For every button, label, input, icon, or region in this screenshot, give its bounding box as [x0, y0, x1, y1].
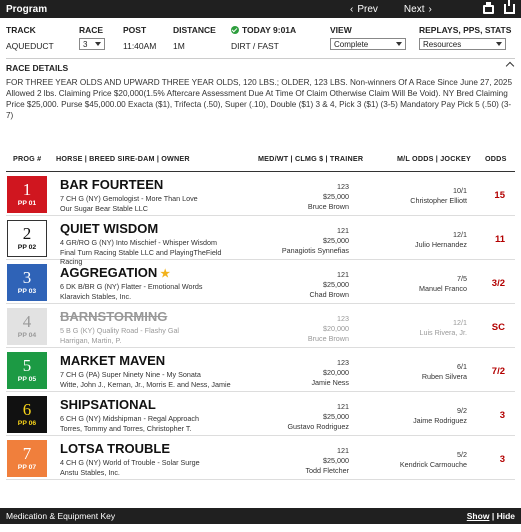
weight: 121: [337, 446, 349, 455]
resources-select-value: Resources: [423, 39, 462, 49]
view-select-value: Complete: [334, 39, 369, 49]
weight: 121: [337, 402, 349, 411]
race-details-text: FOR THREE YEAR OLDS AND UPWARD THREE YEAR OLDS, 120 LBS.; OLDER, 123 LBS. Non-winners Of A Race Since June 27, 2025 Allowed 2 lbs. Claiming Price $20,000(1.5% Aftercare Assessment Due At Time Of Claim Otherwise Claim Will Be Void). NY Bred Claiming Price $25,000. Purse $45,000.00 Exacta ($1), Trifecta (.50), Super (.10), Double ($1) 3 & 4, Pick 3 ($1) (3-5) Mandatory Pay Pick 5 (.50) (3-7): [6, 78, 513, 120]
horse-name-text: BARNSTORMING: [60, 309, 168, 324]
live-odds: 15: [494, 190, 505, 201]
chevron-down-icon: [496, 42, 502, 46]
morning-line-odds: 12/1: [453, 318, 467, 327]
entries-list: [0, 172, 521, 480]
breed-sire-dam: 7 CH G (NY) Gemologist - More Than Love: [60, 194, 198, 203]
chevron-down-icon: [95, 42, 101, 46]
program-number-badge[interactable]: [7, 176, 47, 213]
track-value: AQUEDUCT: [6, 41, 54, 51]
show-button[interactable]: Show: [466, 511, 490, 521]
trainer: Chad Brown: [309, 290, 349, 299]
jockey: Kendrick Carmouche: [399, 460, 467, 469]
today-label: TODAY 9:01A: [242, 25, 297, 35]
ml-odds-jockey: [400, 450, 467, 470]
program-number: 3: [22, 268, 32, 287]
live-odds: 3/2: [491, 278, 505, 289]
program-number: 7: [22, 444, 32, 463]
col-horse: HORSE | BREED SIRE-DAM | OWNER: [56, 154, 190, 163]
post-position: PP 04: [17, 332, 37, 339]
table-row[interactable]: [6, 260, 515, 304]
live-odds: SC: [491, 322, 505, 333]
live-odds: 3: [499, 454, 505, 465]
program-number-badge[interactable]: [7, 396, 47, 433]
post-position: PP 07: [17, 464, 37, 471]
owner: Torres, Tommy and Torres, Christopher T.: [60, 423, 192, 433]
owner: Final Turn Racing Stable LLC and PlayingTheField Racing: [60, 247, 222, 266]
ml-odds-jockey: [422, 362, 467, 382]
horse-name-text: MARKET MAVEN: [60, 353, 166, 368]
trainer: Todd Fletcher: [305, 466, 349, 475]
col-ml: M/L ODDS | JOCKEY: [397, 154, 471, 163]
medication-key-bar: [0, 508, 521, 524]
breed-sire-dam: 7 CH G (PA) Super Ninety Nine - My Sonata: [60, 370, 201, 379]
race-select-value: 3: [83, 39, 88, 49]
next-chevron-icon[interactable]: ›: [428, 3, 432, 15]
live-odds: 3: [499, 410, 505, 421]
table-row[interactable]: [6, 436, 515, 480]
table-row[interactable]: [6, 216, 515, 266]
breed-owner: [60, 458, 235, 477]
claiming-price: $20,000: [323, 368, 349, 377]
program-number-badge[interactable]: [7, 352, 47, 389]
col-prog: PROG #: [13, 154, 42, 163]
table-row[interactable]: [6, 172, 515, 216]
jockey: Ruben Silvera: [421, 372, 467, 381]
race-details-panel: [0, 59, 521, 149]
breed-sire-dam: 6 CH G (NY) Midshipman - Regal Approach: [60, 414, 200, 423]
breed-sire-dam: 4 GR/RO G (NY) Into Mischief - Whisper Wisdom: [60, 238, 217, 247]
jockey: Luis Rivera, Jr.: [419, 328, 467, 337]
table-row[interactable]: [6, 304, 515, 348]
prev-chevron-icon[interactable]: ‹: [350, 3, 354, 15]
horse-name-text: SHIPSATIONAL: [60, 397, 156, 412]
jockey: Julio Hernandez: [415, 240, 467, 249]
med-weight-trainer: [282, 226, 349, 256]
med-weight-trainer: [308, 314, 349, 344]
jockey: Manuel Franco: [419, 284, 467, 293]
program-number: 5: [22, 356, 32, 375]
horse-name[interactable]: [60, 441, 170, 456]
morning-line-odds: 5/2: [457, 450, 467, 459]
next-button[interactable]: Next: [403, 3, 425, 15]
horse-name[interactable]: [60, 353, 165, 368]
col-med: MED/WT | CLMG $ | TRAINER: [258, 154, 364, 163]
hide-button[interactable]: Hide: [496, 511, 515, 521]
horse-name-text: QUIET WISDOM: [60, 221, 159, 236]
trainer: Panagiotis Synnefias: [281, 246, 349, 255]
trainer: Gustavo Rodriguez: [287, 422, 349, 431]
med-weight-trainer: [308, 182, 349, 212]
weight: 123: [337, 182, 349, 191]
owner: Harrigan, Martin, P.: [60, 335, 122, 345]
ml-odds-jockey: [410, 186, 467, 206]
program-number-badge[interactable]: [7, 264, 47, 301]
med-weight-trainer: [311, 358, 349, 388]
post-position: PP 02: [17, 244, 37, 251]
view-select[interactable]: [330, 38, 406, 50]
post-position: PP 01: [17, 200, 37, 207]
program-number: 1: [22, 180, 32, 199]
morning-line-odds: 6/1: [457, 362, 467, 371]
post-position: PP 05: [17, 376, 37, 383]
race-filters: [0, 18, 521, 58]
view-label: VIEW: [330, 25, 352, 35]
post-position: PP 03: [17, 288, 37, 295]
jockey: Christopher Elliott: [410, 196, 467, 205]
post-label: POST: [123, 25, 147, 35]
breed-owner: [60, 282, 235, 301]
morning-line-odds: 9/2: [457, 406, 467, 415]
table-row[interactable]: [6, 348, 515, 392]
morning-line-odds: 12/1: [453, 230, 467, 239]
share-icon[interactable]: [504, 4, 515, 14]
morning-line-odds: 7/5: [457, 274, 467, 283]
owner: Anstu Stables, Inc.: [60, 467, 120, 477]
track-label: TRACK: [6, 25, 36, 35]
star-icon: ★: [160, 268, 171, 280]
jockey: Jaime Rodriguez: [413, 416, 467, 425]
show-hide-controls: [467, 511, 515, 521]
morning-line-odds: 10/1: [453, 186, 467, 195]
medication-key-label: Medication & Equipment Key: [6, 511, 116, 521]
claiming-price: $25,000: [323, 236, 349, 245]
race-label: RACE: [79, 25, 104, 35]
horse-name[interactable]: [60, 221, 158, 236]
horse-name[interactable]: [60, 177, 163, 192]
horse-name[interactable]: [60, 309, 167, 324]
weight: 121: [337, 226, 349, 235]
med-weight-trainer: [309, 270, 349, 300]
trainer: Bruce Brown: [307, 334, 349, 343]
breed-owner: [60, 414, 235, 433]
distance-value: 1M: [173, 41, 185, 51]
program-title: Program: [6, 3, 48, 15]
horse-name[interactable]: [60, 265, 170, 280]
post-value: 11:40AM: [123, 41, 157, 51]
ml-odds-jockey: [413, 406, 467, 426]
chevron-down-icon: [396, 42, 402, 46]
table-row[interactable]: [6, 392, 515, 436]
program-number-badge[interactable]: [7, 440, 47, 477]
claiming-price: $25,000: [323, 412, 349, 421]
ml-odds-jockey: [415, 230, 467, 250]
check-circle-icon: [231, 26, 239, 34]
med-weight-trainer: [305, 446, 349, 476]
program-number-badge[interactable]: [7, 308, 47, 345]
trainer: Bruce Brown: [307, 202, 349, 211]
race-nav: [350, 0, 436, 18]
horse-name-text: LOTSA TROUBLE: [60, 441, 171, 456]
race-select[interactable]: [79, 38, 105, 50]
breed-owner: [60, 194, 235, 213]
program-header-bar: [0, 0, 521, 18]
owner: Klaravich Stables, Inc.: [60, 291, 132, 301]
weight: 123: [337, 358, 349, 367]
breed-owner: [60, 370, 235, 389]
surface-value: DIRT / FAST: [231, 41, 279, 51]
col-odds: ODDS: [485, 154, 507, 163]
distance-label: DISTANCE: [173, 25, 216, 35]
ml-odds-jockey: [419, 274, 467, 294]
weight: 121: [337, 270, 349, 279]
claiming-price: $25,000: [323, 192, 349, 201]
med-weight-trainer: [287, 402, 349, 432]
program-number: 4: [22, 312, 32, 331]
prev-button[interactable]: Prev: [357, 3, 378, 15]
trainer: Jamie Ness: [311, 378, 349, 387]
weight: 123: [337, 314, 349, 323]
today-status: [231, 25, 296, 35]
live-odds: 7/2: [491, 366, 505, 377]
print-icon[interactable]: [483, 5, 494, 14]
race-details-heading: RACE DETAILS: [6, 63, 69, 73]
breed-sire-dam: 4 CH G (NY) World of Trouble - Solar Surge: [60, 458, 200, 467]
claiming-price: $25,000: [323, 456, 349, 465]
breed-sire-dam: 5 B G (KY) Quality Road - Flashy Gal: [60, 326, 180, 335]
separator: |: [491, 511, 495, 521]
claiming-price: $20,000: [323, 324, 349, 333]
resources-select[interactable]: [419, 38, 506, 50]
entries-table-header: [6, 149, 515, 172]
ml-odds-jockey: [419, 318, 467, 338]
post-position: PP 06: [17, 420, 37, 427]
program-number: 2: [22, 224, 32, 243]
owner: Our Sugar Bear Stable LLC: [60, 203, 148, 213]
breed-sire-dam: 6 DK B/BR G (NY) Flatter - Emotional Words: [60, 282, 203, 291]
horse-name-text: BAR FOURTEEN: [60, 177, 164, 192]
owner: Witte, John J., Kernan, Jr., Morris E. and Ness, Jamie: [60, 379, 231, 389]
horse-name[interactable]: [60, 397, 156, 412]
toolbar: [483, 0, 515, 18]
live-odds: 11: [494, 234, 505, 245]
claiming-price: $25,000: [323, 280, 349, 289]
horse-name-text: AGGREGATION: [60, 265, 158, 280]
program-number-badge[interactable]: [7, 220, 47, 257]
program-number: 6: [22, 400, 32, 419]
replays-label: REPLAYS, PPS, STATS: [419, 25, 512, 35]
breed-owner: [60, 326, 235, 345]
